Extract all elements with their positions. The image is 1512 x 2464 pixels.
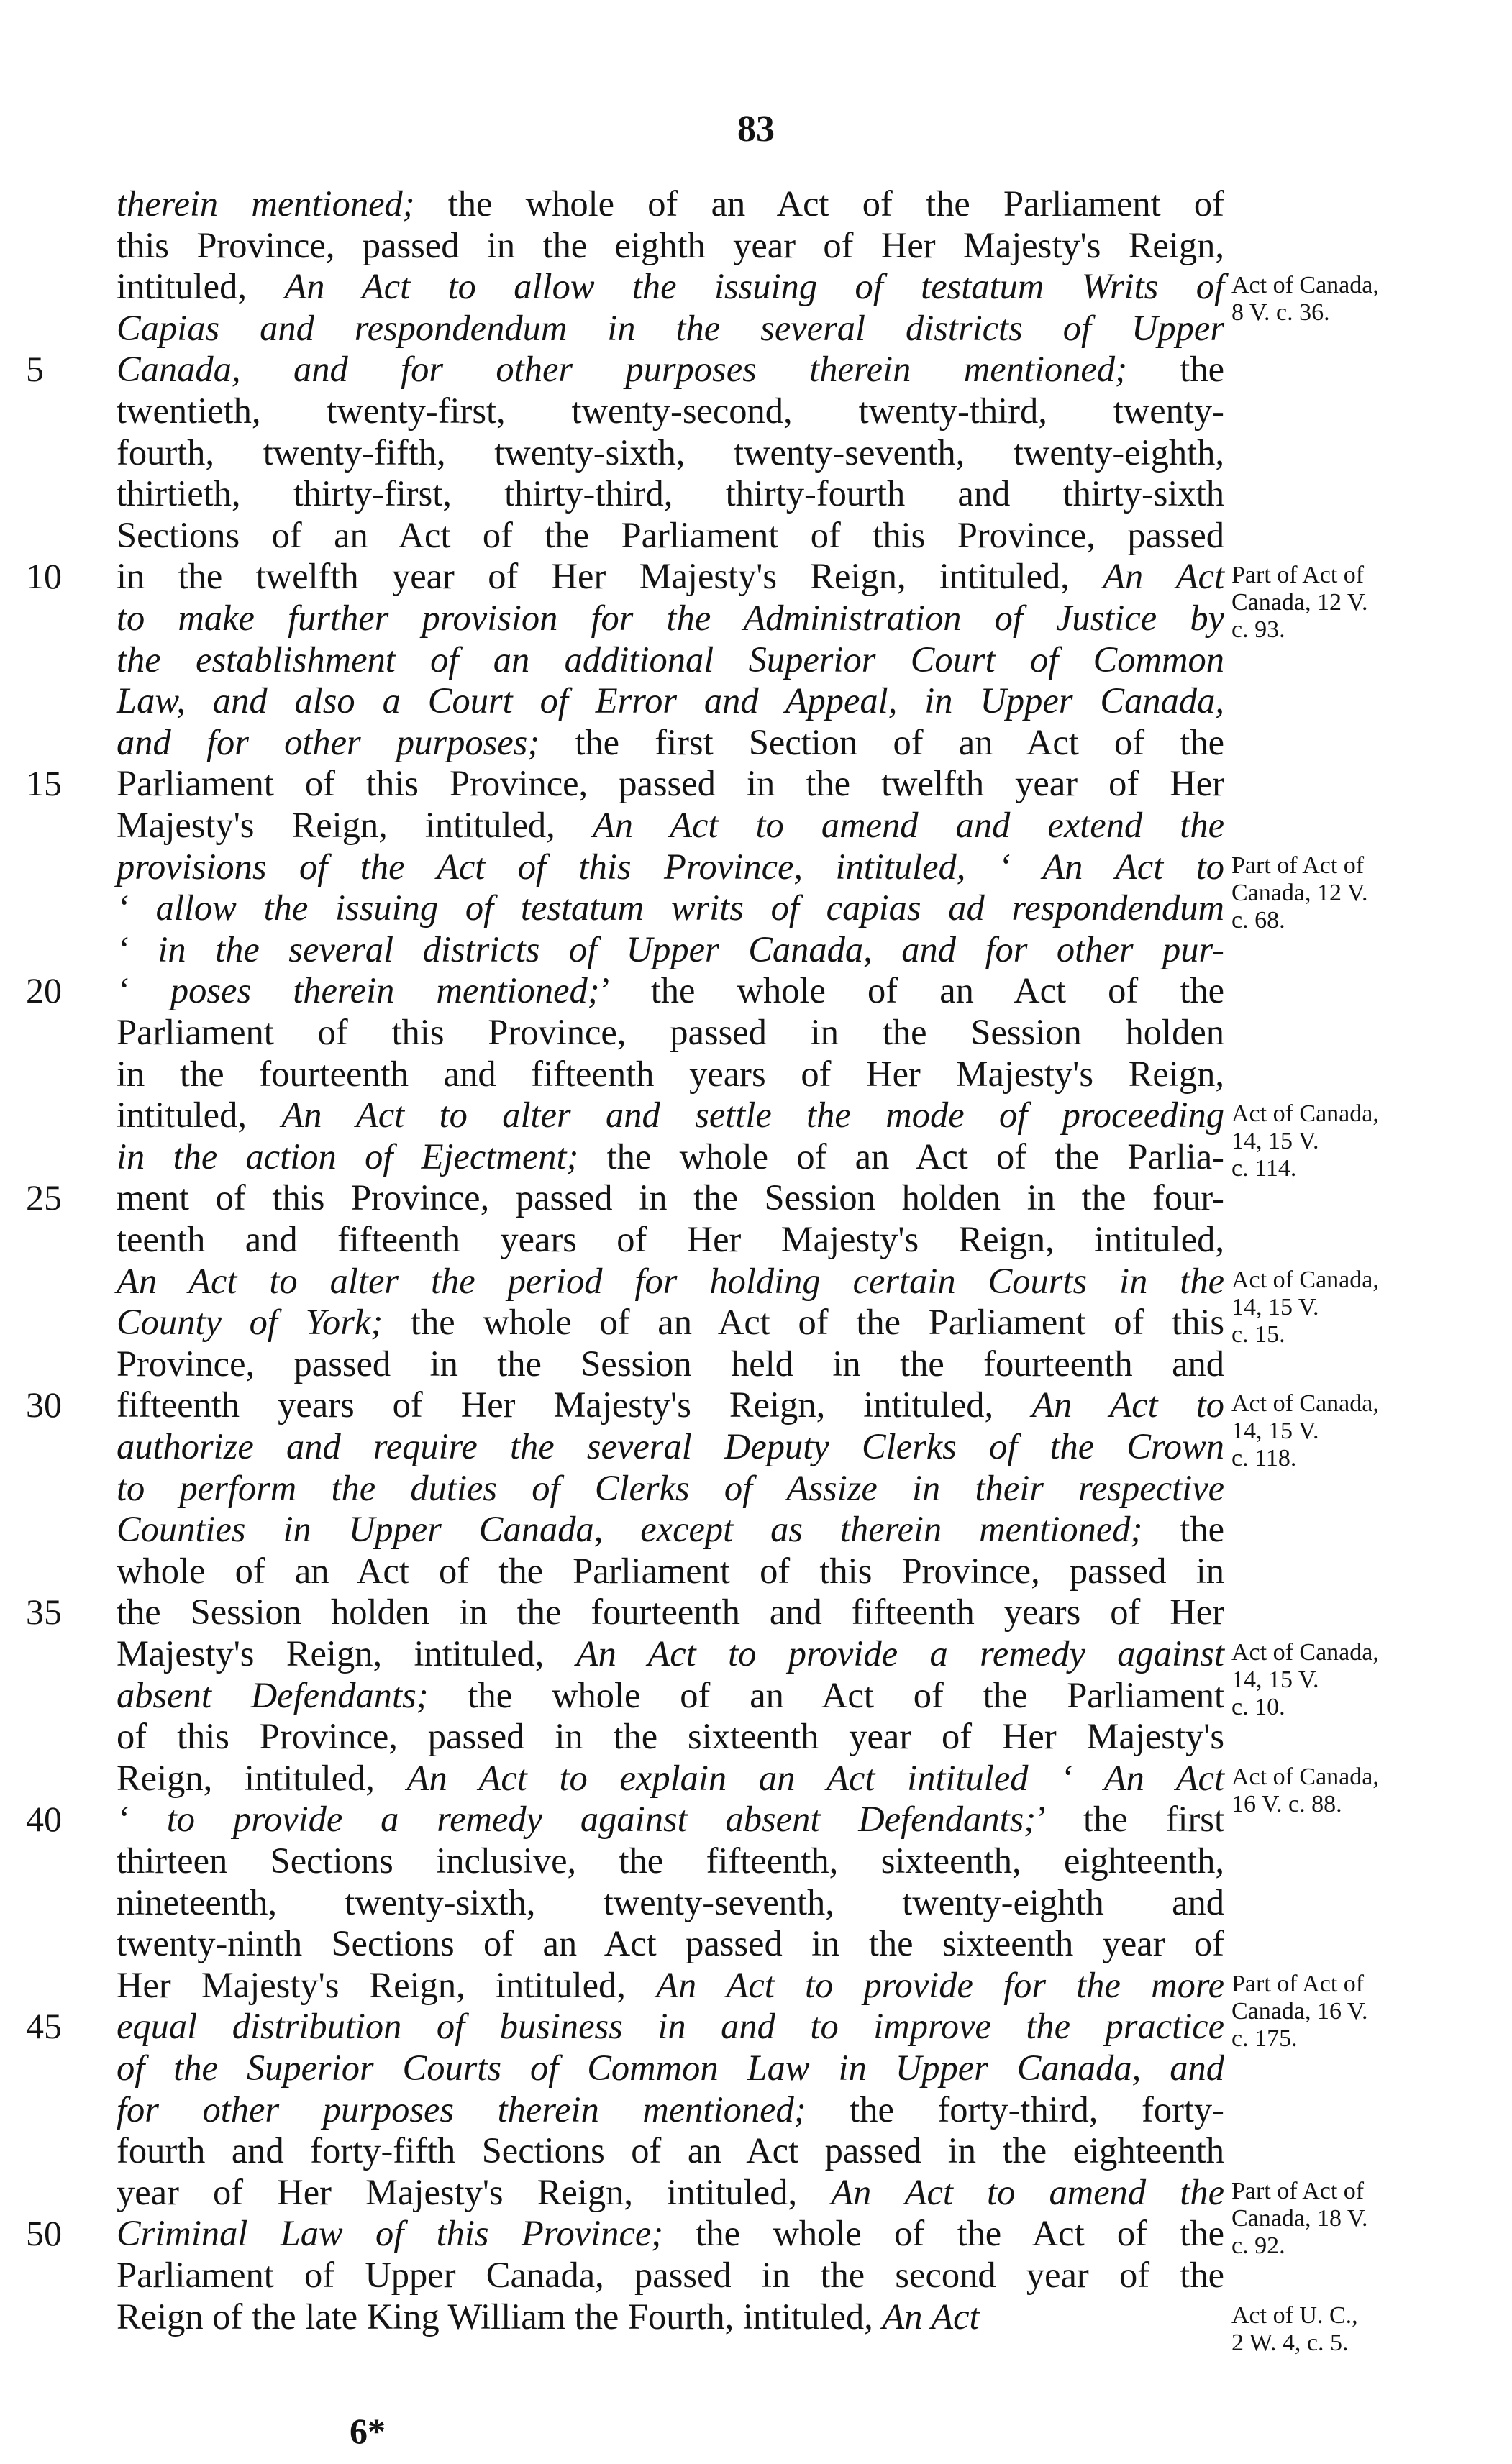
text-line: [117, 1136, 1224, 1177]
body-text: thirteen Sections inclusive, the fifteenth, sixteenth, eighteenth,: [117, 1840, 1224, 1881]
margin-note: [1231, 852, 1512, 934]
italic-title-text: An Act to amend and extend the: [592, 805, 1224, 845]
body-text: the whole of the Act of the: [663, 2213, 1224, 2254]
margin-note-line: 14, 15 V.: [1231, 1666, 1319, 1693]
text-line: [117, 1012, 1224, 1053]
text-line: [117, 266, 1224, 307]
text-line: [117, 763, 1224, 804]
body-text: Her Majesty's Reign, intituled,: [117, 1964, 657, 2005]
body-text: year of Her Majesty's Reign, intituled,: [117, 2171, 832, 2212]
body-text: the forty-third, forty-: [806, 2089, 1224, 2130]
body-text: intituled,: [117, 1095, 282, 1136]
text-line: [117, 1343, 1224, 1384]
text-line: [117, 888, 1224, 928]
body-text: in the twelfth year of Her Majesty's Reign, intituled,: [117, 556, 1103, 597]
body-text: thirtieth, thirty-first, thirty-third, thirty-fourth and thirty-sixth: [117, 473, 1224, 514]
italic-title-text: to perform the duties of Clerks of Assize in their respective: [117, 1467, 1224, 1508]
text-line: [117, 391, 1224, 432]
italic-title-text: An Act to alter and settle the mode of proceeding: [281, 1095, 1224, 1136]
body-text: of this Province, passed in the sixteenth year of Her Majesty's: [117, 1716, 1224, 1757]
italic-title-text: County of York;: [117, 1302, 383, 1343]
text-line: [117, 1384, 1224, 1425]
text-line: [117, 1840, 1224, 1881]
margin-note: [1231, 1763, 1512, 1818]
body-text: teenth and fifteenth years of Her Majesty's Reign, intituled,: [117, 1219, 1224, 1259]
margin-note-line: 14, 15 V.: [1231, 1293, 1319, 1320]
margin-note-line: c. 93.: [1231, 616, 1285, 644]
margin-note-line: c. 118.: [1231, 1445, 1297, 1472]
line-number: 25: [26, 1177, 62, 1218]
italic-title-text: Canada, and for other purposes therein mentioned;: [117, 349, 1127, 390]
italic-title-text: for other purposes therein mentioned;: [117, 2089, 806, 2130]
text-line: [117, 2130, 1224, 2171]
text-line: [117, 722, 1224, 763]
body-text: fourth, twenty-fifth, twenty-sixth, twenty-seventh, twenty-eighth,: [117, 432, 1224, 473]
italic-title-text: of the Superior Courts of Common Law in Upper Canada, and: [117, 2048, 1224, 2088]
margin-note: [1231, 1267, 1512, 1349]
body-text: ment of this Province, passed in the Session holden in the four-: [117, 1177, 1224, 1218]
margin-note: [1231, 272, 1512, 327]
margin-note-line: c. 15.: [1231, 1320, 1285, 1348]
italic-title-text: An Act to provide for the more: [656, 1964, 1225, 2005]
italic-title-text: therein mentioned;: [117, 183, 415, 224]
text-line: [117, 1509, 1224, 1550]
margin-note-line: Canada, 16 V.: [1231, 1997, 1368, 2025]
body-text: the Session holden in the fourteenth and fifteenth years of Her: [117, 1592, 1224, 1633]
body-text: whole of an Act of the Parliament of this Province, passed in: [117, 1550, 1224, 1591]
body-text: Parliament of this Province, passed in the twelfth year of Her: [117, 763, 1224, 804]
body-text: this Province, passed in the eighth year of Her Majesty's Reign,: [117, 224, 1224, 265]
margin-note-line: Act of Canada,: [1231, 1100, 1379, 1128]
text-line: [117, 1882, 1224, 1923]
italic-title-text: absent Defendants;: [117, 1674, 429, 1715]
text-line: [117, 1177, 1224, 1218]
italic-title-text: equal distribution of business in and to improve the practice: [117, 2006, 1224, 2047]
italic-title-text: ‘ to provide a remedy against absent Defendants;: [117, 1799, 1037, 1840]
text-line: [117, 1302, 1224, 1343]
text-line: [117, 2255, 1224, 2296]
margin-note-line: 8 V. c. 36.: [1231, 299, 1330, 327]
italic-title-text: An Act: [882, 2296, 980, 2337]
body-text: the whole of an Act of the Parliament of: [414, 183, 1224, 224]
line-number: 30: [26, 1384, 62, 1425]
text-line: [117, 308, 1224, 349]
text-line: [117, 1219, 1224, 1260]
italic-title-text: An Act to alter the period for holding certain Courts in the: [117, 1260, 1224, 1301]
text-line: [117, 349, 1224, 390]
body-text: fifteenth years of Her Majesty's Reign, intituled,: [117, 1384, 1032, 1425]
margin-note: [1231, 2302, 1512, 2357]
text-line: [117, 2213, 1224, 2254]
margin-note-line: Act of Canada,: [1231, 1390, 1379, 1418]
margin-note: [1231, 1390, 1512, 1472]
text-line: [117, 1758, 1224, 1799]
text-line: [117, 1716, 1224, 1757]
italic-title-text: ‘ allow the issuing of testatum writs of capias ad respondendum: [117, 888, 1224, 928]
text-line: [117, 2296, 1224, 2337]
text-line: [117, 2089, 1224, 2130]
margin-note-line: c. 92.: [1231, 2232, 1285, 2259]
margin-note-line: Part of Act of: [1231, 562, 1365, 589]
text-line: [117, 1799, 1224, 1840]
italic-title-text: ‘ poses therein mentioned;: [117, 970, 600, 1011]
italic-title-text: An Act to: [1031, 1384, 1224, 1425]
line-number: 40: [26, 1799, 62, 1840]
text-line: [117, 929, 1224, 970]
body-text: Parliament of this Province, passed in the Session holden: [117, 1012, 1224, 1052]
body-text: twenty-ninth Sections of an Act passed in the sixteenth year of: [117, 1923, 1224, 1964]
margin-note-line: c. 175.: [1231, 2025, 1298, 2052]
italic-title-text: and for other purposes;: [117, 721, 540, 762]
italic-title-text: Criminal Law of this Province;: [117, 2213, 664, 2254]
line-number: 20: [26, 970, 62, 1011]
margin-note: [1231, 562, 1512, 644]
margin-note-line: Part of Act of: [1231, 1970, 1365, 1997]
italic-title-text: An Act to amend the: [831, 2171, 1224, 2212]
body-text: nineteenth, twenty-sixth, twenty-seventh, twenty-eighth and: [117, 1881, 1224, 1922]
margin-note-line: Act of Canada,: [1231, 1763, 1379, 1790]
body-text: ’ the whole of an Act of the: [599, 970, 1224, 1011]
body-text: Province, passed in the Session held in the fourteenth and: [117, 1343, 1224, 1384]
text-line: [117, 680, 1224, 721]
text-line: [117, 473, 1224, 514]
text-line: [117, 432, 1224, 473]
margin-note-line: Part of Act of: [1231, 852, 1365, 879]
margin-note-line: c. 114.: [1231, 1155, 1297, 1182]
body-text: Reign, intituled,: [117, 1757, 407, 1798]
italic-title-text: to make further provision for the Administration of Justice by: [117, 598, 1224, 638]
margin-note: [1231, 1639, 1512, 1721]
italic-title-text: Counties in Upper Canada, except as therein mentioned;: [117, 1509, 1143, 1550]
text-line: [117, 1095, 1224, 1136]
body-text: Majesty's Reign, intituled,: [117, 1633, 576, 1674]
text-line: [117, 1261, 1224, 1302]
body-text: intituled,: [117, 266, 285, 307]
body-text: the first Section of an Act of the: [539, 721, 1224, 762]
page-number: 83: [737, 109, 775, 150]
body-text: fourth and forty-fifth Sections of an Act passed in the eighteenth: [117, 2130, 1224, 2171]
margin-note-line: Act of Canada,: [1231, 272, 1379, 299]
italic-title-text: An Act to explain an Act intituled ‘ An Act: [406, 1757, 1224, 1798]
line-number: 15: [26, 763, 62, 804]
body-text: twentieth, twenty-first, twenty-second, twenty-third, twenty-: [117, 391, 1224, 431]
text-line: [117, 1633, 1224, 1674]
body-text: in the fourteenth and fifteenth years of Her Majesty's Reign,: [117, 1053, 1224, 1094]
text-line: [117, 805, 1224, 846]
text-line: [117, 598, 1224, 639]
text-line: [117, 2048, 1224, 2089]
text-line: [117, 556, 1224, 597]
margin-note-line: Canada, 12 V.: [1231, 879, 1368, 906]
body-text: Parliament of Upper Canada, passed in the second year of the: [117, 2255, 1224, 2295]
text-line: [117, 1592, 1224, 1633]
margin-note-line: 14, 15 V.: [1231, 1128, 1319, 1155]
margin-note-line: 16 V. c. 88.: [1231, 1790, 1342, 1817]
signature-mark: 6*: [350, 2411, 386, 2451]
body-text: ’ the first: [1036, 1799, 1224, 1840]
text-line: [117, 1923, 1224, 1964]
margin-note-line: Act of Canada,: [1231, 1639, 1379, 1666]
text-line: [117, 970, 1224, 1011]
italic-title-text: ‘ in the several districts of Upper Canada, and for other pur-: [117, 928, 1224, 969]
line-number: 10: [26, 556, 62, 597]
text-line: [117, 2006, 1224, 2047]
italic-title-text: in the action of Ejectment;: [117, 1136, 579, 1177]
text-line: [117, 1468, 1224, 1509]
text-line: [117, 225, 1224, 266]
line-number: 45: [26, 2006, 62, 2047]
line-number: 5: [26, 349, 44, 390]
margin-note-line: Canada, 12 V.: [1231, 589, 1368, 616]
text-line: [117, 639, 1224, 680]
margin-note-line: Part of Act of: [1231, 2177, 1365, 2204]
text-line: [117, 847, 1224, 888]
margin-note-line: 14, 15 V.: [1231, 1418, 1319, 1445]
line-number: 35: [26, 1592, 62, 1633]
body-text: Majesty's Reign, intituled,: [117, 805, 593, 845]
margin-note-line: Act of U. C.,: [1231, 2301, 1358, 2329]
text-line: [117, 1551, 1224, 1592]
text-line: [117, 1426, 1224, 1467]
margin-note: [1231, 1971, 1512, 2053]
margin-note-line: Canada, 18 V.: [1231, 2204, 1368, 2232]
line-number: 50: [26, 2213, 62, 2254]
text-line: [117, 1675, 1224, 1716]
text-line: [117, 515, 1224, 556]
margin-note: [1231, 2178, 1512, 2260]
text-line: [117, 183, 1224, 224]
margin-note-line: 2 W. 4, c. 5.: [1231, 2329, 1349, 2356]
body-text: the whole of an Act of the Parliament: [428, 1674, 1224, 1715]
italic-title-text: the establishment of an additional Superior Court of Common: [117, 639, 1224, 680]
italic-title-text: authorize and require the several Deputy Clerks of the Crown: [117, 1426, 1224, 1466]
body-text: the: [1126, 349, 1224, 390]
margin-note-line: Act of Canada,: [1231, 1266, 1379, 1293]
text-line: [117, 1054, 1224, 1095]
margin-note-line: c. 10.: [1231, 1694, 1285, 1720]
text-line: [117, 1965, 1224, 2006]
body-text: Sections of an Act of the Parliament of this Province, passed: [117, 514, 1224, 555]
body-text: the whole of an Act of the Parliament of this: [383, 1302, 1224, 1343]
italic-title-text: An Act to allow the issuing of testatum Writs of: [284, 266, 1224, 307]
italic-title-text: Law, and also a Court of Error and Appeal, in Upper Canada,: [117, 680, 1224, 721]
text-line: [117, 2172, 1224, 2213]
margin-note-line: c. 68.: [1231, 906, 1285, 934]
margin-note: [1231, 1100, 1512, 1182]
body-text: the whole of an Act of the Parlia-: [578, 1136, 1225, 1177]
italic-title-text: An Act: [1103, 556, 1224, 597]
body-text: Reign of the late King William the Fourth, intituled,: [117, 2296, 883, 2337]
italic-title-text: An Act to provide a remedy against: [575, 1633, 1224, 1674]
body-text: the: [1142, 1509, 1224, 1550]
italic-title-text: provisions of the Act of this Province, intituled, ‘ An Act to: [117, 846, 1224, 887]
italic-title-text: Capias and respondendum in the several districts of Upper: [117, 307, 1224, 348]
